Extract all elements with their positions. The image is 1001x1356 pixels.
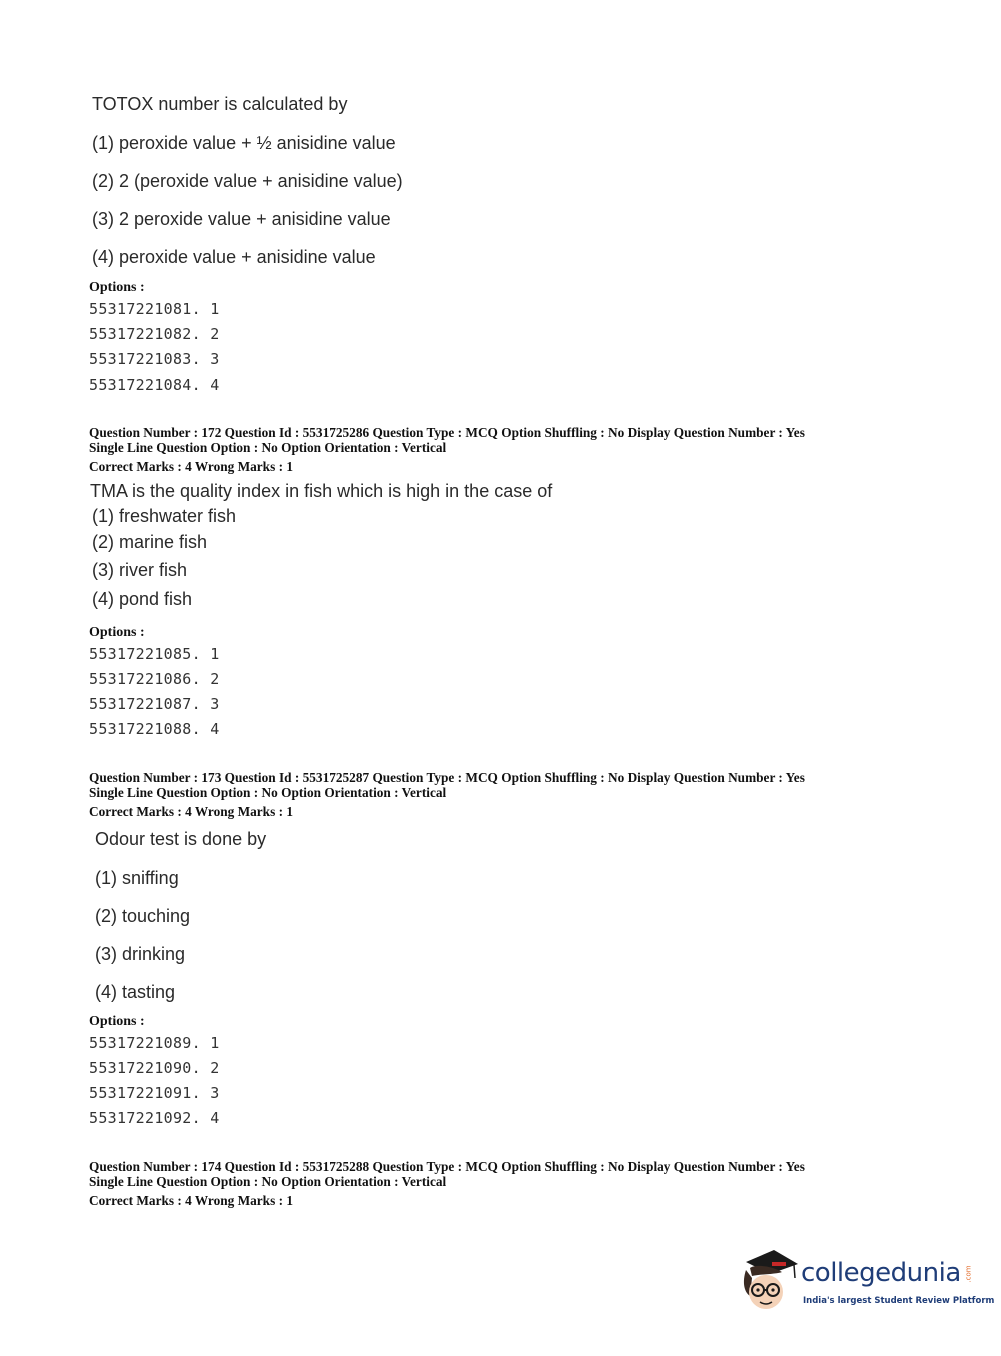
question-171-choice-3: (3) 2 peroxide value + anisidine value — [92, 209, 391, 229]
question-171-choice-2: (2) 2 (peroxide value + anisidine value) — [92, 171, 403, 191]
question-171-option-id-2: 55317221082. 2 — [89, 325, 220, 343]
question-171-options-label: Options : — [89, 280, 145, 295]
question-172-stem: TMA is the quality index in fish which is high in the case of — [90, 481, 553, 501]
question-173-option-id-1: 55317221089. 1 — [89, 1034, 220, 1052]
question-172-choice-3: (3) river fish — [92, 560, 188, 580]
question-174-marks: Correct Marks : 4 Wrong Marks : 1 — [89, 1193, 293, 1208]
brand-name: collegedunia — [801, 1258, 961, 1288]
question-173-options-label: Options : — [89, 1014, 145, 1029]
question-172-options-label: Options : — [89, 625, 145, 640]
question-171-choice-4: (4) peroxide value + anisidine value — [92, 247, 376, 267]
question-172-option-id-3: 55317221087. 3 — [89, 695, 220, 713]
question-174-meta-line2: Single Line Question Option : No Option Orientation : Vertical — [89, 1174, 447, 1189]
question-171-option-id-4: 55317221084. 4 — [89, 376, 220, 394]
student-mascot-icon — [738, 1248, 800, 1318]
question-173-option-id-2: 55317221090. 2 — [89, 1059, 220, 1077]
brand-tagline: India's largest Student Review Platform — [803, 1296, 995, 1306]
question-172-meta-line1: Question Number : 172 Question Id : 5531725286 Question Type : MCQ Option Shuffling : No Display Question Number : Yes — [89, 425, 805, 440]
question-171-choice-1: (1) peroxide value + ½ anisidine value — [92, 133, 396, 153]
question-172-marks: Correct Marks : 4 Wrong Marks : 1 — [89, 459, 293, 474]
question-173-meta-line1: Question Number : 173 Question Id : 5531725287 Question Type : MCQ Option Shuffling : No Display Question Number : Yes — [89, 770, 805, 785]
brand-suffix: .com — [964, 1265, 973, 1283]
question-174-meta-line1: Question Number : 174 Question Id : 5531725288 Question Type : MCQ Option Shuffling : No Display Question Number : Yes — [89, 1159, 805, 1174]
question-173-choice-1: (1) sniffing — [95, 868, 179, 888]
question-173-option-id-3: 55317221091. 3 — [89, 1084, 220, 1102]
question-171-option-id-3: 55317221083. 3 — [89, 350, 220, 368]
question-172-choice-4: (4) pond fish — [92, 589, 193, 609]
question-171-option-id-1: 55317221081. 1 — [89, 300, 220, 318]
question-173-option-id-4: 55317221092. 4 — [89, 1109, 220, 1127]
question-172-choice-2: (2) marine fish — [92, 532, 208, 552]
question-171-stem: TOTOX number is calculated by — [92, 94, 348, 114]
question-172-option-id-1: 55317221085. 1 — [89, 645, 220, 663]
collegedunia-logo — [738, 1248, 995, 1318]
question-172-option-id-4: 55317221088. 4 — [89, 720, 220, 738]
question-173-meta-line2: Single Line Question Option : No Option Orientation : Vertical — [89, 785, 447, 800]
question-172-meta-line2: Single Line Question Option : No Option Orientation : Vertical — [89, 440, 447, 455]
question-172-option-id-2: 55317221086. 2 — [89, 670, 220, 688]
question-173-choice-2: (2) touching — [95, 906, 191, 926]
question-173-marks: Correct Marks : 4 Wrong Marks : 1 — [89, 804, 293, 819]
question-173-choice-4: (4) tasting — [95, 982, 176, 1002]
question-173-choice-3: (3) drinking — [95, 944, 186, 964]
question-172-choice-1: (1) freshwater fish — [92, 506, 237, 526]
question-173-stem: Odour test is done by — [95, 829, 267, 849]
